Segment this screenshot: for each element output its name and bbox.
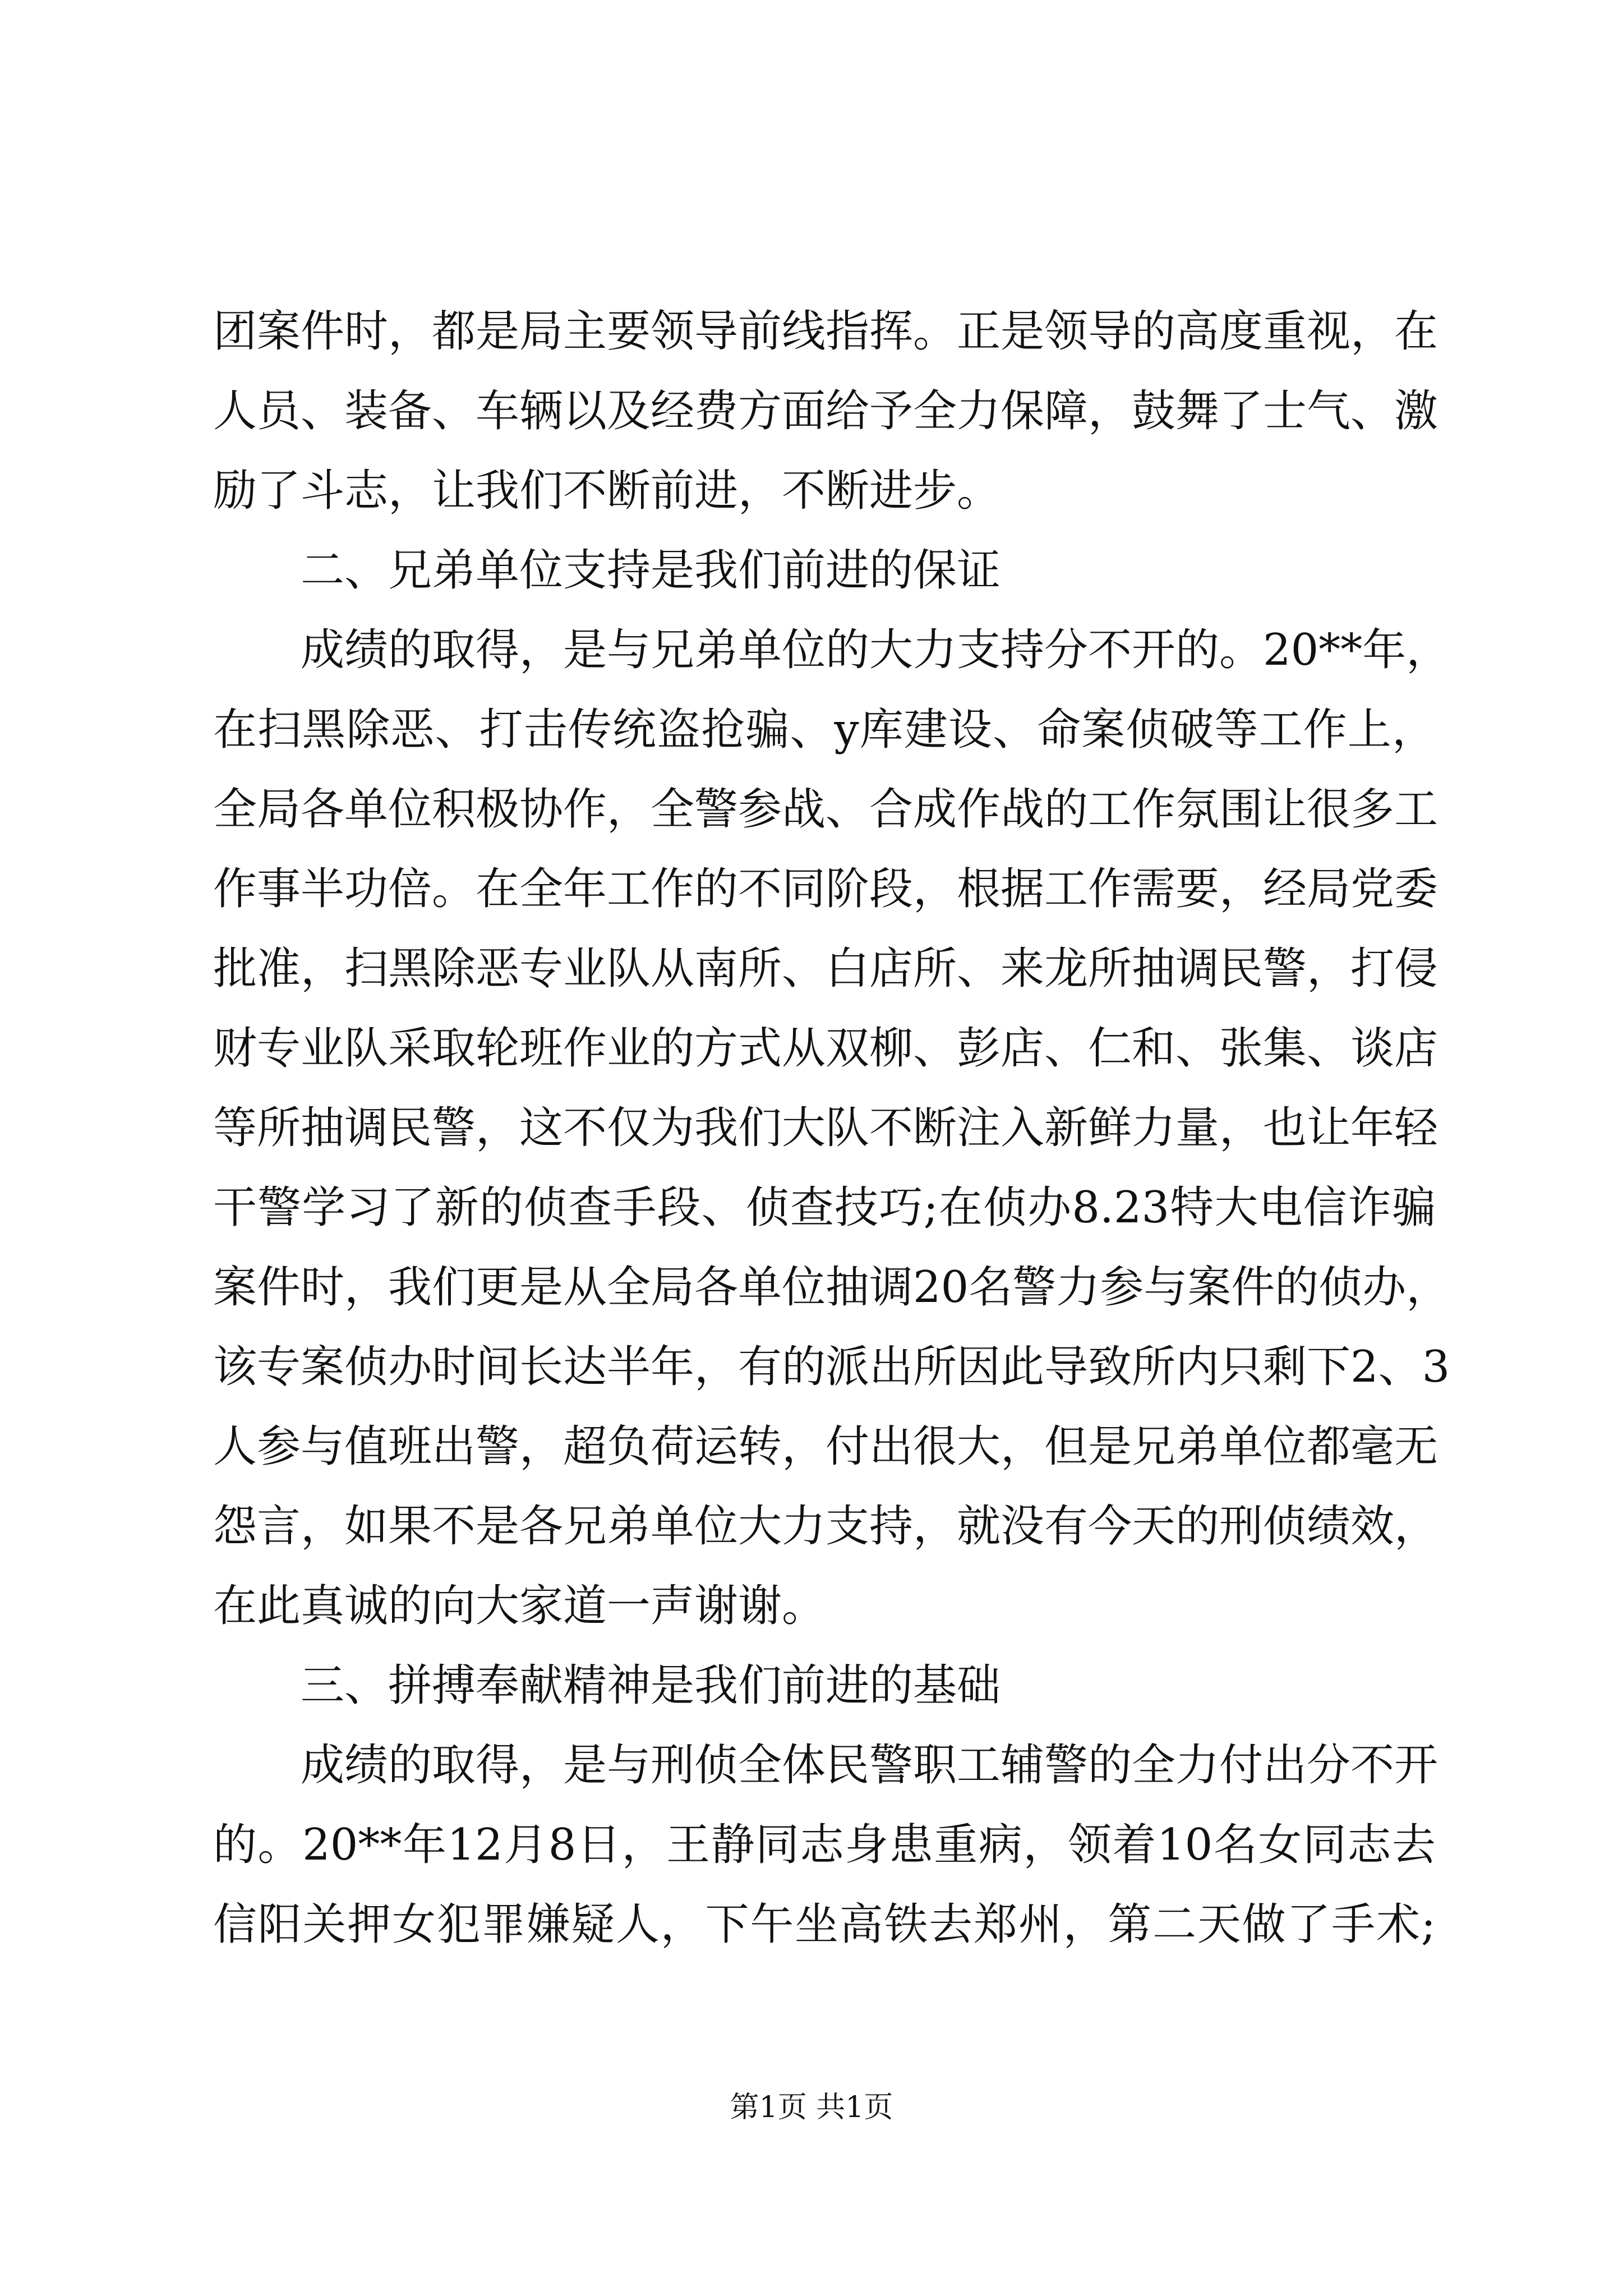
- text-line: 全局各单位积极协作，全警参战、合成作战的工作氛围让很多工: [213, 784, 1438, 835]
- text-line: 等所抽调民警，这不仅为我们大队不断注入新鲜力量，也让年轻: [213, 1103, 1438, 1153]
- text-line: 三、拼搏奉献精神是我们前进的基础: [301, 1660, 1001, 1711]
- text-line: 怨言，如果不是各兄弟单位大力支持，就没有今天的刑侦绩效，: [213, 1501, 1438, 1552]
- text-line: 团案件时，都是局主要领导前线指挥。正是领导的高度重视，在: [213, 306, 1438, 357]
- page-footer: 第1页 共1页: [730, 2091, 893, 2124]
- text-line: 在扫黑除恶、打击传统盗抢骗、y库建设、命案侦破等工作上，: [213, 705, 1436, 755]
- text-line: 的。20**年12月8日，王静同志身患重病，领着10名女同志去: [213, 1820, 1436, 1870]
- document-body: [213, 292, 1450, 1964]
- text-line: 信阳关押女犯罪嫌疑人，下午坐高铁去郑州，第二天做了手术;: [213, 1899, 1436, 1950]
- text-line: 人参与值班出警，超负荷运转，付出很大，但是兄弟单位都毫无: [213, 1421, 1438, 1472]
- text-line: 作事半功倍。在全年工作的不同阶段，根据工作需要，经局党委: [213, 864, 1438, 914]
- text-line: 财专业队采取轮班作业的方式从双柳、彭店、仁和、张集、谈店: [213, 1023, 1438, 1074]
- text-line: 励了斗志，让我们不断前进，不断进步。: [213, 466, 1001, 516]
- text-line: 干警学习了新的侦查手段、侦查技巧;在侦办8.23特大电信诈骗: [213, 1182, 1436, 1233]
- text-line: 成绩的取得，是与刑侦全体民警职工辅警的全力付出分不开: [301, 1740, 1438, 1791]
- text-line: 人员、装备、车辆以及经费方面给予全力保障，鼓舞了士气、激: [213, 386, 1438, 436]
- text-line: 成绩的取得，是与兄弟单位的大力支持分不开的。20**年，: [301, 625, 1450, 675]
- text-line: 该专案侦办时间长达半年，有的派出所因此导致所内只剩下2、3: [213, 1342, 1450, 1392]
- text-line: 批准，扫黑除恶专业队从南所、白店所、来龙所抽调民警，打侵: [213, 944, 1438, 994]
- text-line: 二、兄弟单位支持是我们前进的保证: [301, 545, 1001, 596]
- text-line: 案件时，我们更是从全局各单位抽调20名警力参与案件的侦办，: [213, 1262, 1450, 1313]
- text-line: 在此真诚的向大家道一声谢谢。: [213, 1581, 826, 1631]
